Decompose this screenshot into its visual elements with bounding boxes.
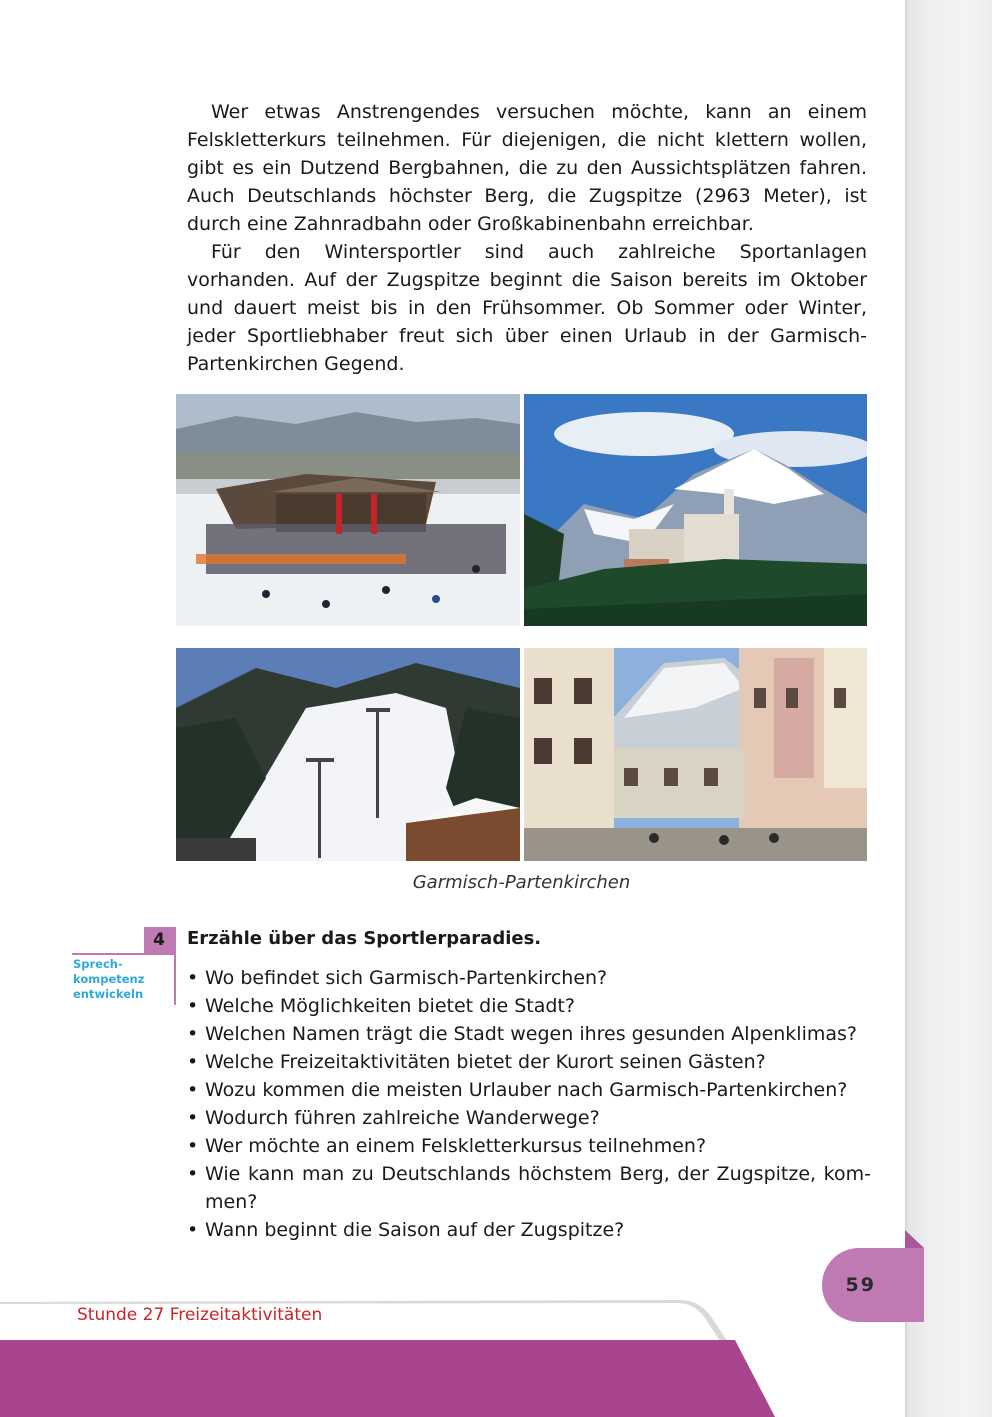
paragraph-2: Für den Wintersportler sind auch zahlreiche Sportanlagen vorhanden. Auf der Zugspitze beginnt die Saison bereits im Oktober und dauert meist bis in den Frühsommer. Ob Sommer oder Winter, jeder Sportliebhaber freut sich über einen Urlaub in der Garmisch-Partenkirchen Gegend.	[187, 241, 867, 375]
question-item: • Wodurch führen zahlreiche Wanderwege?	[187, 1104, 871, 1132]
ski-hut-photo	[176, 394, 520, 626]
body-text	[187, 98, 867, 378]
question-item: • Wie kann man zu Deutschlands höchstem Berg, der Zugspitze, kommen?	[187, 1160, 871, 1216]
castle-mountain-photo	[524, 394, 867, 626]
task-rule-horizontal	[72, 953, 176, 955]
photo-caption: Garmisch-Partenkirchen	[412, 872, 631, 893]
page-edge-shading	[905, 0, 992, 1417]
page-edge-line	[905, 0, 907, 1417]
paragraph-1: Wer etwas Anstrengendes versuchen möchte, kann an einem Felskletterkurs teilnehmen. Für diejenigen, die nicht klettern wollen, gibt es ein Dutzend Bergbahnen, die zu den Aussichtsplätzen fahren. Auch Deutschlands höchster Berg, die Zugspitze (2963 Meter), ist durch eine Zahnradbahn oder Großkabinenbahn erreichbar.	[187, 101, 867, 235]
skill-label-line-2: kompetenz	[73, 972, 145, 986]
question-item: • Wozu kommen die meisten Urlauber nach Garmisch-Partenkirchen?	[187, 1076, 871, 1104]
ski-slope-photo	[176, 648, 520, 861]
page-tab-fold	[905, 1230, 924, 1248]
question-item: • Welche Möglichkeiten bietet die Stadt?	[187, 992, 871, 1020]
task-rule-vertical	[174, 927, 176, 1005]
skill-label	[73, 957, 173, 1002]
skill-label-line-3: entwickeln	[73, 987, 144, 1001]
footer-band	[0, 1340, 780, 1417]
town-street-photo	[524, 648, 867, 861]
page-number: 59	[845, 1274, 876, 1296]
task-number: 4	[144, 927, 174, 953]
question-list	[187, 964, 871, 1244]
question-item: • Wo befindet sich Garmisch-Partenkirchen?	[187, 964, 871, 992]
task-title: Erzähle über das Sportlerparadies.	[187, 928, 542, 949]
question-item: • Welchen Namen trägt die Stadt wegen ihres gesunden Alpenklimas?	[187, 1020, 871, 1048]
question-item: • Welche Freizeitaktivitäten bietet der Kurort seinen Gästen?	[187, 1048, 871, 1076]
skill-label-line-1: Sprech-	[73, 957, 123, 971]
question-item: • Wer möchte an einem Felskletterkursus teilnehmen?	[187, 1132, 871, 1160]
footer-lesson-title: Stunde 27 Freizeitaktivitäten	[77, 1305, 323, 1325]
question-item: • Wann beginnt die Saison auf der Zugspitze?	[187, 1216, 871, 1244]
